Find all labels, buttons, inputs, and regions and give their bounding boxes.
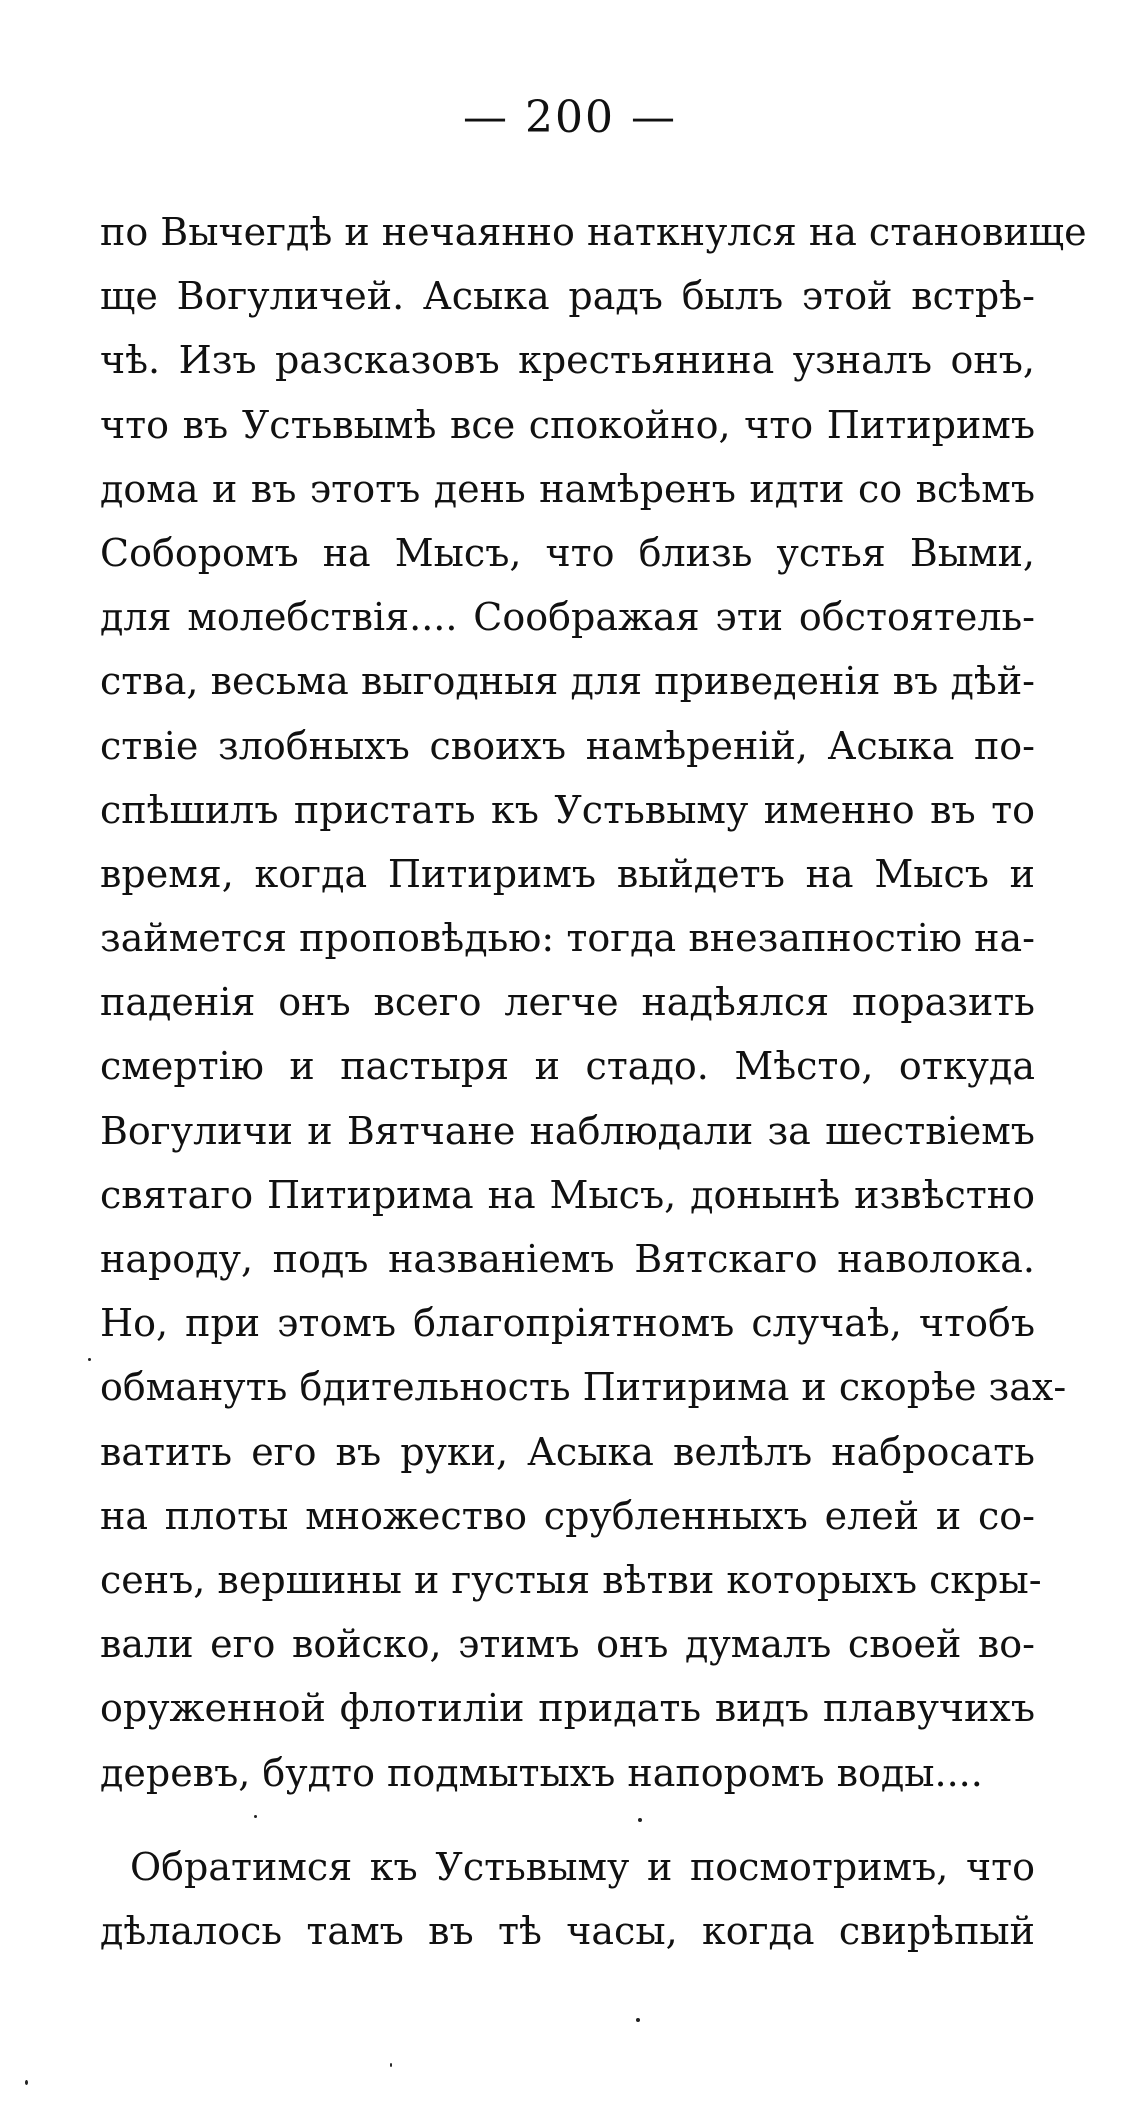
- paragraph-2: [100, 1835, 1035, 1963]
- text-line: обмануть бдительность Питирима и скорѣе зах-: [100, 1365, 1067, 1410]
- scan-speck: [88, 1358, 91, 1361]
- text-line: Обратимся къ Устьвыму и посмотримъ, что: [130, 1845, 1035, 1889]
- text-line: Но, при этомъ благопріятномъ случаѣ, чтобъ: [100, 1301, 1035, 1346]
- text-line: ства, весьма выгодныя для приведенія въ дѣй-: [100, 659, 1035, 704]
- text-line: дѣлалось тамъ въ тѣ часы, когда свирѣпый: [100, 1909, 1035, 1954]
- text-line: на плоты множество срубленныхъ елей и со-: [100, 1493, 1035, 1538]
- paragraph-1: [100, 200, 1087, 1805]
- scan-speck: [25, 2080, 28, 2085]
- text-line: спѣшилъ пристать къ Устьвыму именно въ то: [100, 787, 1035, 832]
- text-line: паденія онъ всего легче надѣялся поразить: [100, 980, 1035, 1025]
- page-number: — 200 —: [463, 92, 677, 143]
- text-line: для молебствія.... Соображая эти обстоятель-: [100, 595, 1035, 640]
- scan-speck: [638, 1818, 642, 1822]
- text-line: ствіе злобныхъ своихъ намѣреній, Асыка по-: [100, 723, 1035, 768]
- text-line: народу, подъ названіемъ Вятскаго наволока.: [100, 1237, 1035, 1281]
- text-line: сенъ, вершины и густыя вѣтви которыхъ скры-: [100, 1557, 1042, 1602]
- scan-speck: [390, 2063, 392, 2067]
- text-line: Соборомъ на Мысъ, что близь устья Выми,: [100, 530, 1035, 575]
- text-line: что въ Устьвымѣ все спокойно, что Питиримъ: [100, 402, 1035, 447]
- text-line: время, когда Питиримъ выйдетъ на Мысъ и: [100, 851, 1035, 896]
- text-line: оруженной флотиліи придать видъ плавучихъ: [100, 1686, 1035, 1731]
- text-line: ще Вогуличей. Асыка радъ былъ этой встрѣ-: [100, 274, 1035, 319]
- text-line: чѣ. Изъ разсказовъ крестьянина узналъ онъ,: [100, 338, 1035, 383]
- text-line: ватить его въ руки, Асыка велѣлъ набросать: [100, 1429, 1035, 1474]
- scan-speck: [636, 2018, 640, 2022]
- text-line: дома и въ этотъ день намѣренъ идти со всѣмъ: [100, 466, 1035, 511]
- text-line: Вогуличи и Вятчане наблюдали за шествіемъ: [100, 1108, 1035, 1153]
- scan-speck: [254, 1815, 257, 1818]
- text-line: займется проповѣдью: тогда внезапностію на-: [100, 916, 1035, 961]
- text-line: деревъ, будто подмытыхъ напоромъ воды....: [100, 1750, 983, 1795]
- text-line: смертію и пастыря и стадо. Мѣсто, откуда: [100, 1044, 1035, 1089]
- text-line: святаго Питирима на Мысъ, донынѣ извѣстно: [100, 1172, 1035, 1217]
- text-line: по Вычегдѣ и нечаянно наткнулся на становище: [100, 210, 1087, 254]
- text-line: вали его войско, этимъ онъ думалъ своей во-: [100, 1622, 1035, 1667]
